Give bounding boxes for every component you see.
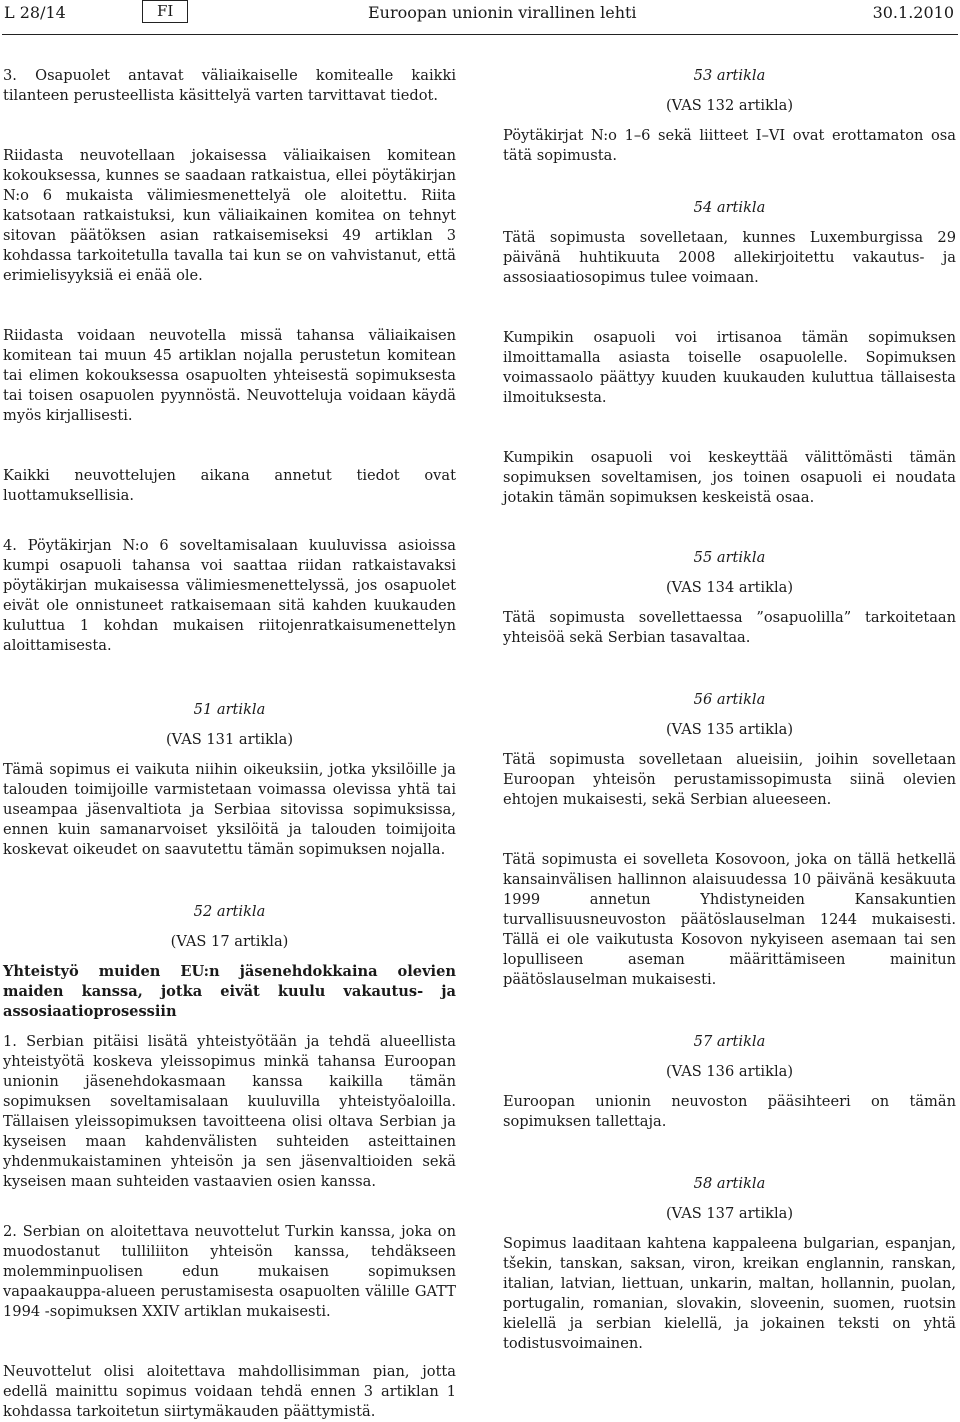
paragraph-3: 3. Osapuolet antavat väliaikaiselle komitealle kaikki tilanteen perusteellista käsittelyä varten tarvittavat tiedot.: [3, 67, 456, 104]
article-51-title: 51 artikla: [193, 701, 266, 718]
article-56-subtitle: (VAS 135 artikla): [665, 721, 794, 738]
article-56-title: 56 artikla: [693, 691, 766, 708]
paragraph-negotiation: Riidasta neuvotellaan jokaisessa väliaikaisen komitean kokouksessa, kunnes se saadaan ratkaistua, ellei pöytäkirjan N:o 6 mukaista välimiesmenettelyä ole aloitettu. Riita katsotaan ratkaistuksi, kun väliaikainen komitea on tehnyt sitovan päätöksen asian ratkaisemiseksi 49 artiklan 3 kohdassa tarkoitetulla tavalla tai kun se on vahvistanut, että erimielisyyksiä ei enää ole.: [3, 147, 456, 284]
journal-title: Euroopan unionin virallinen lehti: [368, 3, 637, 22]
paragraph-4: 4. Pöytäkirjan N:o 6 soveltamisalaan kuuluvissa asioissa kumpi osapuoli tahansa voi saattaa riidan ratkaistavaksi pöytäkirjan mukaisessa välimiesmenettelyssä, jos osapuolet eivät ole onnistuneet ratkaisemaan sitä kahden kuukauden kuluttua 1 kohdan mukaisen riitojenratkaisumenettelyn aloittamisesta.: [3, 537, 456, 654]
article-58-text: Sopimus laaditaan kahtena kappaleena bulgarian, espanjan, tšekin, tanskan, saksan, viron, kreikan englannin, ranskan, italian, latvian, liettuan, unkarin, maltan, hollannin, puolan, portugalin, romanian, slovakin, sloveenin, suomen, ruotsin kielellä ja serbian kielellä, ja jokainen teksti on yhtä todistusvoimainen.: [503, 1235, 956, 1352]
article-51-text: Tämä sopimus ei vaikuta niihin oikeuksiin, jotka yksilöille ja talouden toimijoille varmistetaan voimassa olevissa yhtä tai useampaa jäsenvaltiota ja Serbiaa sitovissa sopimuksissa, ennen kuin samanarvoiset yksilöitä ja talouden toimijoita koskevat oikeudet on saavutettu tämän sopimuksen nojalla.: [3, 761, 456, 858]
page-number: L 28/14: [4, 3, 66, 22]
article-53-subtitle: (VAS 132 artikla): [665, 97, 794, 114]
article-51-subtitle: (VAS 131 artikla): [165, 731, 294, 748]
article-53-text: Pöytäkirjat N:o 1–6 sekä liitteet I–VI ovat erottamaton osa tätä sopimusta.: [503, 127, 956, 164]
paragraph-confidentiality: Kaikki neuvottelujen aikana annetut tiedot ovat luottamuksellisia.: [3, 467, 456, 504]
right-column: [503, 66, 956, 1354]
article-58-title: 58 artikla: [693, 1175, 766, 1192]
article-55-subtitle: (VAS 134 artikla): [665, 579, 794, 596]
paragraph-consultation: Riidasta voidaan neuvotella missä tahansa väliaikaisen komitean tai muun 45 artiklan nojalla perustetun komitean tai elimen kokouksessa osapuolten yhteisestä sopimuksesta tai toisen osapuolen pyynnöstä. Neuvotteluja voidaan käydä myös kirjallisesti.: [3, 327, 456, 424]
article-52-heading: Yhteistyö muiden EU:n jäsenehdokkaina olevien maiden kanssa, jotka eivät kuulu vakautus- ja assosiaatioprosessiin: [3, 963, 456, 1020]
article-52-paragraph-2: 2. Serbian on aloitettava neuvottelut Turkin kanssa, joka on muodostanut tulliliiton yhteisön kanssa, tehdäkseen molemminpuolisen edun mukaisen sopimuksen vapaakauppa-alueen perustamisesta osapuolten välille GATT 1994 -sopimuksen XXIV artiklan mukaisesti.: [3, 1223, 456, 1320]
language-box: FI: [142, 0, 188, 23]
article-57-title: 57 artikla: [693, 1033, 766, 1050]
article-53-title: 53 artikla: [693, 67, 766, 84]
article-54-title: 54 artikla: [693, 199, 766, 216]
article-52-paragraph-1: 1. Serbian pitäisi lisätä yhteistyötään ja tehdä alueellista yhteistyötä koskeva yleissopimus minkä tahansa Euroopan unionin jäsenehdokasmaan kanssa kaikilla tämän sopimuksen soveltamisalaan kuuluvilla yhteistyöaloilla. Tällaisen yleissopimuksen tavoitteena olisi oltava Serbian ja kyseisen maan kahdenvälisten suhteiden asteittainen yhdenmukaistaminen yhteisön ja sen jäsenvaltioiden sekä kyseisen maan suhteiden vastaavien osien kanssa.: [3, 1033, 456, 1190]
article-58-subtitle: (VAS 137 artikla): [665, 1205, 794, 1222]
article-57-subtitle: (VAS 136 artikla): [665, 1063, 794, 1080]
article-52-subtitle: (VAS 17 artikla): [170, 933, 289, 950]
article-56-paragraph-1: Tätä sopimusta sovelletaan alueisiin, joihin sovelletaan Euroopan yhteisön perustamissopimusta siinä olevien ehtojen mukaisesti, sekä Serbian alueeseen.: [503, 751, 956, 808]
article-52-title: 52 artikla: [193, 903, 266, 920]
article-57-text: Euroopan unionin neuvoston pääsihteeri on tämän sopimuksen tallettaja.: [503, 1093, 956, 1130]
article-54-paragraph-2: Kumpikin osapuoli voi irtisanoa tämän sopimuksen ilmoittamalla asiasta toiselle osapuolelle. Sopimuksen voimassaolo päättyy kuuden kuukauden kuluttua tällaisesta ilmoituksesta.: [503, 329, 956, 406]
article-55-text: Tätä sopimusta sovellettaessa ”osapuolilla” tarkoitetaan yhteisöä sekä Serbian tasavaltaa.: [503, 609, 956, 646]
article-54-paragraph-3: Kumpikin osapuoli voi keskeyttää välittömästi tämän sopimuksen soveltamisen, jos toinen osapuoli ei noudata jotakin tämän sopimuksen keskeistä osaa.: [503, 449, 956, 506]
left-column: [3, 66, 456, 1422]
header-rule: [2, 34, 958, 35]
article-56-paragraph-2: Tätä sopimusta ei sovelleta Kosovoon, joka on tällä hetkellä kansainvälisen hallinnon alaisuudessa 10 päivänä kesäkuuta 1999 annetun Yhdistyneiden Kansakuntien turvallisuusneuvoston päätöslauselman 1244 mukaisesti. Tällä ei ole vaikutusta Kosovon nykyiseen asemaan tai sen lopulliseen aseman määrittämiseen mainitun päätöslauselman mukaisesti.: [503, 851, 956, 988]
publication-date: 30.1.2010: [872, 3, 954, 22]
article-52-paragraph-3: Neuvottelut olisi aloitettava mahdollisimman pian, jotta edellä mainittu sopimus voidaan tehdä ennen 3 artiklan 1 kohdassa tarkoitetun siirtymäkauden päättymistä.: [3, 1363, 456, 1420]
article-55-title: 55 artikla: [693, 549, 766, 566]
article-54-paragraph-1: Tätä sopimusta sovelletaan, kunnes Luxemburgissa 29 päivänä huhtikuuta 2008 allekirjoitettu vakautus- ja assosiaatiosopimus tulee voimaan.: [503, 229, 956, 286]
